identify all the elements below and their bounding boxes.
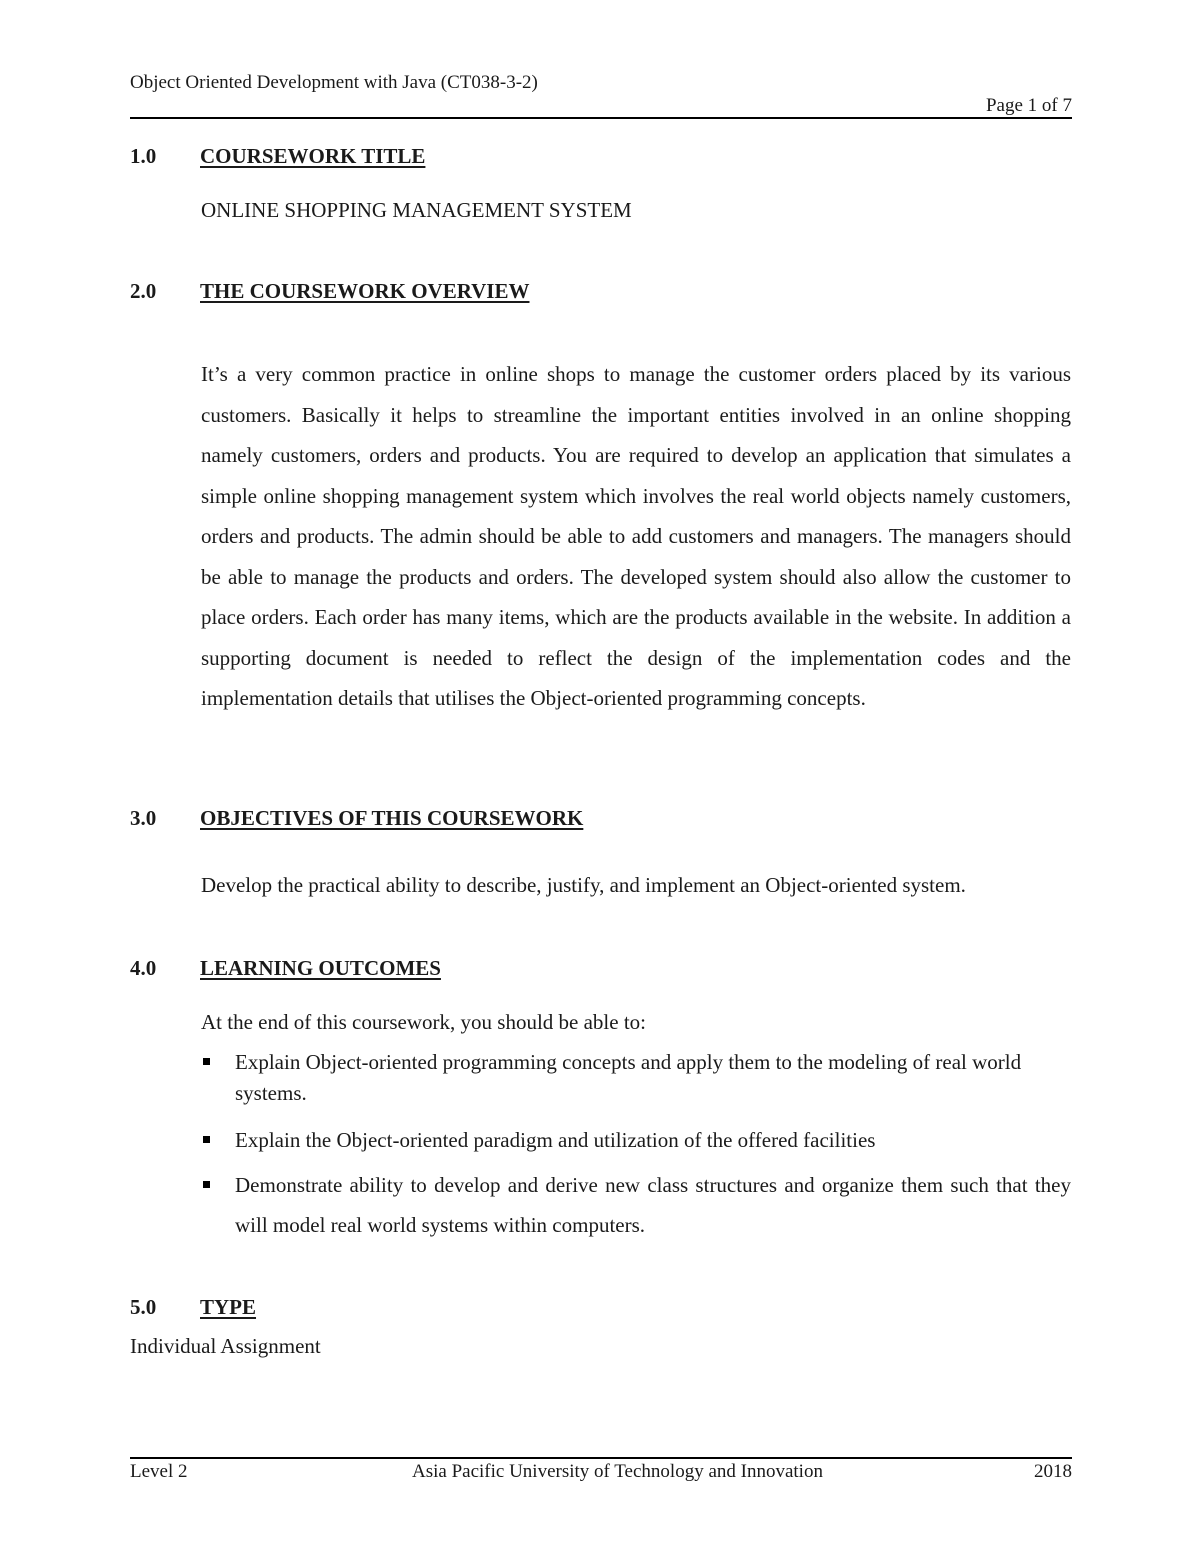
section-title: THE COURSEWORK OVERVIEW (200, 279, 530, 303)
list-item (201, 1165, 1071, 1245)
section-number: 3.0 (130, 806, 157, 830)
section-number: 5.0 (130, 1295, 157, 1319)
section-heading-4 (130, 956, 441, 981)
footer-divider (130, 1457, 1072, 1459)
header-divider (130, 117, 1072, 119)
header-document-title: Object Oriented Development with Java (CT038-3-2) (130, 72, 538, 93)
list-item-text: Explain the Object-oriented paradigm and utilization of the offered facilities (235, 1128, 876, 1152)
section-heading-1 (130, 144, 425, 169)
section-title: OBJECTIVES OF THIS COURSEWORK (200, 806, 584, 830)
section-number: 4.0 (130, 956, 157, 980)
footer-level: Level 2 (130, 1461, 188, 1482)
section-number: 2.0 (130, 279, 157, 303)
square-bullet-icon (203, 1136, 210, 1143)
section-number: 1.0 (130, 144, 157, 168)
objective-text: Develop the practical ability to describe, justify, and implement an Object-oriented system. (201, 873, 966, 897)
list-item (201, 1125, 1071, 1156)
section-title: TYPE (200, 1295, 257, 1319)
assignment-type-value: Individual Assignment (130, 1334, 321, 1358)
section-heading-2 (130, 279, 529, 304)
list-item (201, 1047, 1071, 1109)
section-title: COURSEWORK TITLE (200, 144, 426, 168)
square-bullet-icon (203, 1181, 210, 1188)
square-bullet-icon (203, 1058, 210, 1065)
section-heading-3 (130, 806, 583, 831)
coursework-title-value: ONLINE SHOPPING MANAGEMENT SYSTEM (201, 198, 632, 222)
section-title: LEARNING OUTCOMES (200, 956, 441, 980)
outcomes-intro: At the end of this coursework, you should be able to: (201, 1010, 646, 1034)
outcomes-list (201, 1047, 1071, 1245)
overview-paragraph: It’s a very common practice in online shops to manage the customer orders placed by its various customers. Basically it helps to streamline the important entities involved in an online shopping namely customers, orders and products. You are required to develop an application that simulates a simple online shopping management system which involves the real world objects namely customers, orders and products. The admin should be able to add customers and managers. The managers should be able to manage the products and orders. The developed system should also allow the customer to place orders. Each order has many items, which are the products available in the website. In addition a supporting document is needed to reflect the design of the implementation codes and the implementation details that utilises the Object-oriented programming concepts. (201, 362, 1071, 710)
list-item-text: Explain Object-oriented programming concepts and apply them to the modeling of real world systems. (235, 1050, 1022, 1105)
header-page-number: Page 1 of 7 (985, 95, 1072, 116)
footer-institution: Asia Pacific University of Technology and Innovation (412, 1461, 823, 1482)
footer-year: 2018 (1034, 1461, 1072, 1482)
list-item-text: Demonstrate ability to develop and derive new class structures and organize them such that they will model real world systems within computers. (235, 1173, 1071, 1237)
section-heading-5 (130, 1295, 256, 1320)
